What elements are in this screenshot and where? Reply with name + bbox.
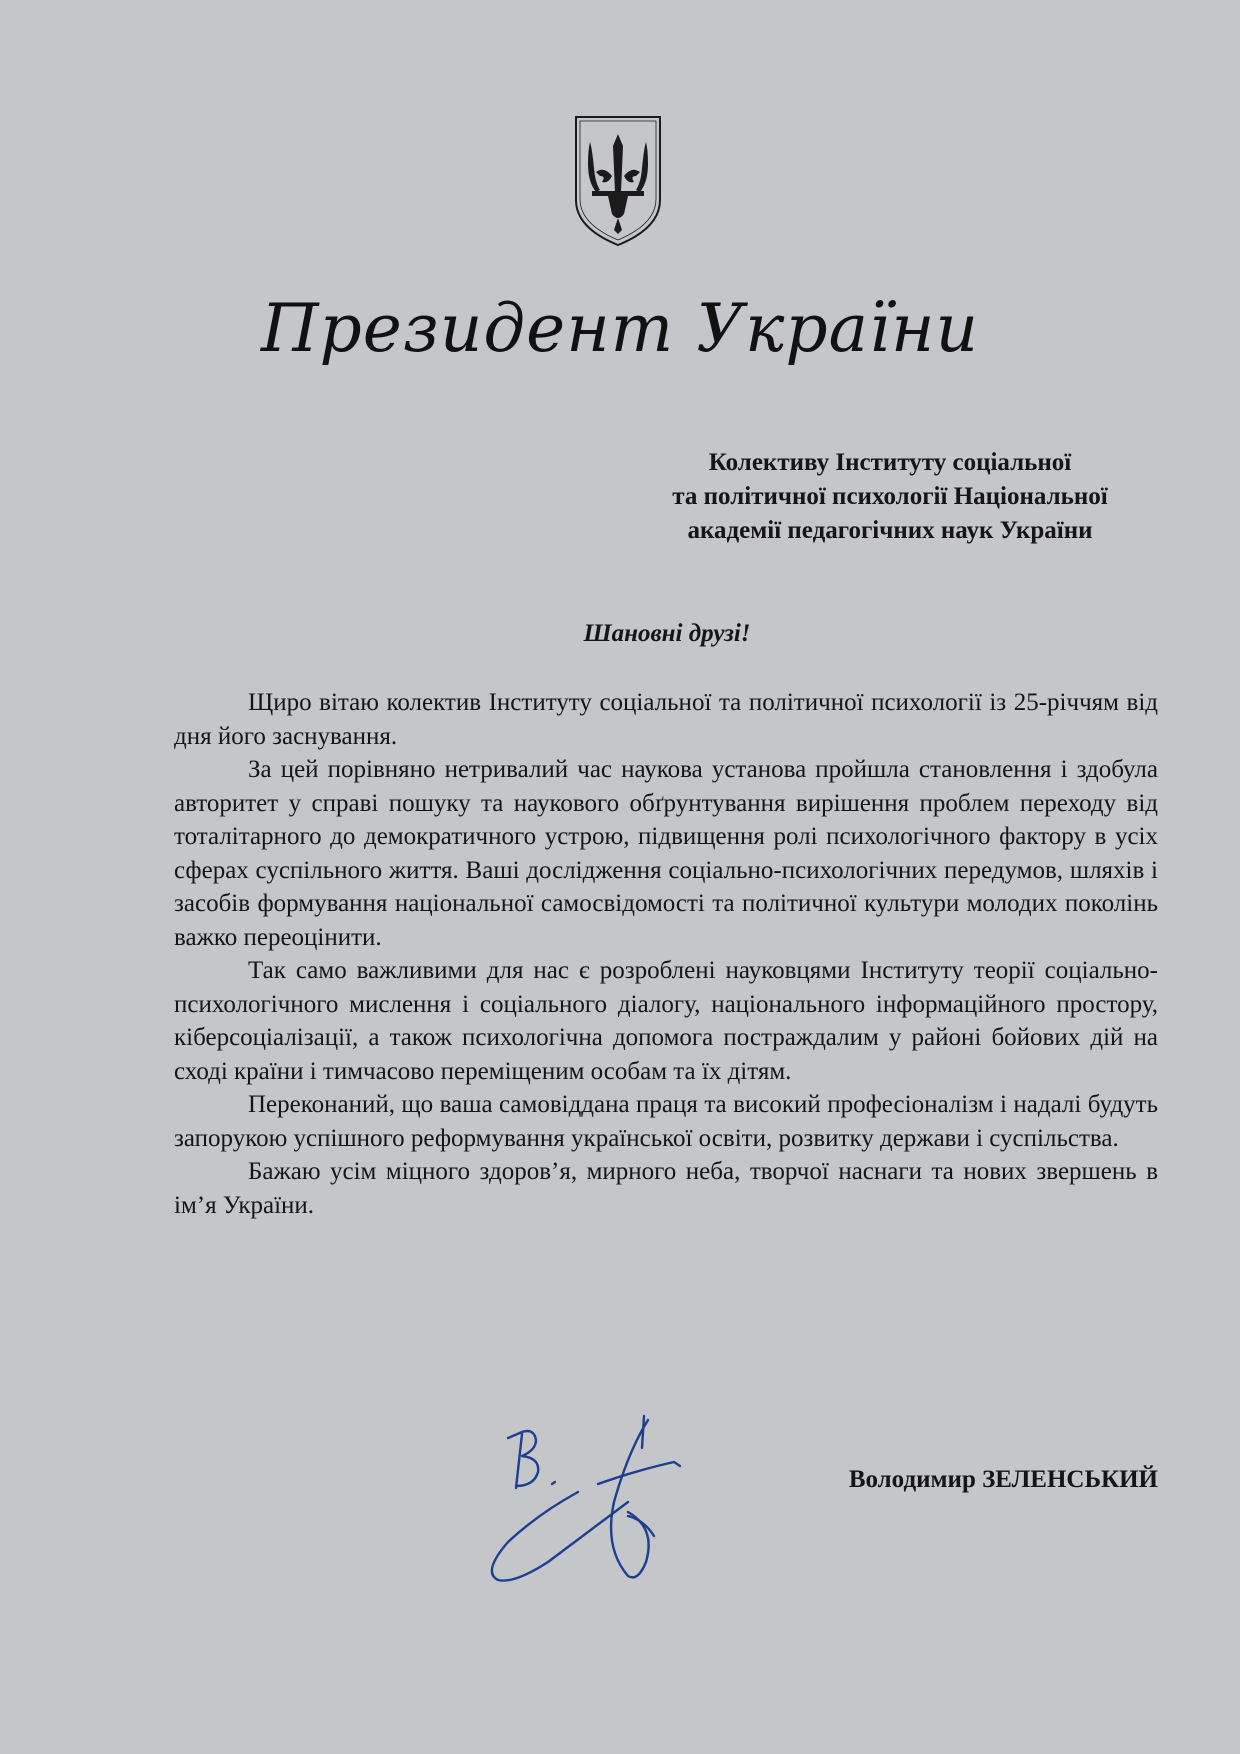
salutation: Шановні друзі! <box>583 620 751 647</box>
paragraph: Так само важливими для нас є розроблені науковцями Інституту теорії соціально-психологічного мислення і соціального діалогу, національного інформаційного простору, кіберсоціалізації, а також психологічна допомога постраждалим у районі бойових дій на сході країни і тимчасово переміщеним особам та їх дітям. <box>174 957 1158 1085</box>
paragraph: Щиро вітаю колектив Інституту соціальної та політичної психології із 25-річчям від дня його заснування. <box>174 689 1158 750</box>
trident-emblem-icon <box>572 114 664 248</box>
handwritten-signature <box>478 1412 728 1602</box>
paragraph: Переконаний, що ваша самовіддана праця та високий професіоналізм і надалі будуть запорукою успішного реформування української освіти, розвитку держави і суспільства. <box>174 1091 1158 1152</box>
signer-name: Володимир ЗЕЛЕНСЬКИЙ <box>848 1466 1158 1493</box>
recipient-block <box>580 446 1200 548</box>
paragraph: За цей порівняно нетривалий час наукова установа пройшла становлення і здобула авторитет у справі пошуку та наукового обґрунтування вирішення проблем переходу від тоталітарного до демократичного устрою, підвищення ролі психологічного фактору в усіх сферах суспільного життя. Ваші дослідження соціально-психологічних передумов, шляхів і засобів формування національної самосвідомості та політичної культури молодих поколінь важко переоцінити. <box>174 756 1158 951</box>
paragraph: Бажаю усім міцного здоров’я, мирного неба, творчої наснаги та нових звершень в ім’я України. <box>174 1158 1158 1219</box>
recipient-line: Колективу Інституту соціальної <box>708 449 1072 476</box>
letterhead-title: Президент України <box>260 290 980 367</box>
recipient-line: академії педагогічних наук України <box>687 517 1093 544</box>
recipient-line: та політичної психології Національної <box>672 483 1108 510</box>
letter-body <box>174 686 1158 1222</box>
